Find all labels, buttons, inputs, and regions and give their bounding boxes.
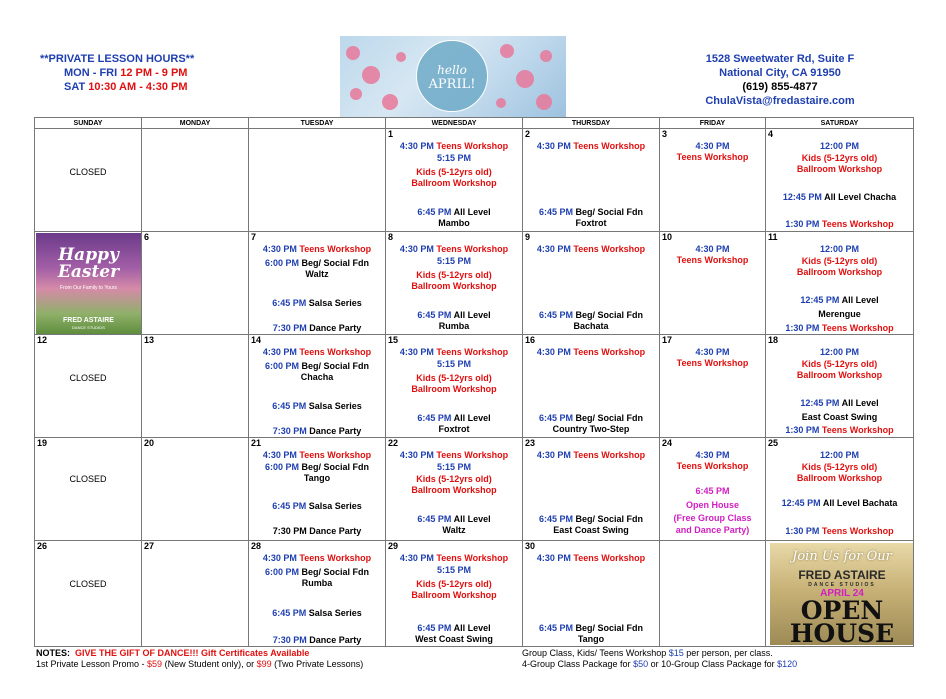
day-cell	[35, 232, 142, 335]
event-teens: 4:30 PM Teens Workshop	[536, 450, 646, 460]
event-teens: 4:30 PM Teens Workshop	[399, 450, 509, 460]
event-teens: 1:30 PM Teens Workshop	[785, 425, 894, 435]
day-number: 13	[144, 335, 155, 345]
event-kids-time: 5:15 PM	[436, 256, 471, 266]
day-number: 11	[768, 232, 778, 242]
event-kids-label: Kids (5-12yrs old)	[416, 270, 492, 280]
happy-easter-card	[36, 233, 141, 334]
event-beg: 6:00 PM Beg/ Social Fdn	[264, 361, 370, 371]
event-dance: Merengue	[818, 309, 861, 319]
day-cell	[523, 438, 660, 541]
closed-label: CLOSED	[69, 579, 107, 589]
day-cell	[386, 335, 523, 438]
day-cell	[142, 232, 249, 335]
day-number: 30	[525, 541, 536, 551]
event-kids-time: 12:00 PM	[819, 244, 860, 254]
day-cell	[766, 129, 914, 232]
event-kids-label2: Ballroom Workshop	[411, 590, 497, 600]
day-cell	[386, 232, 523, 335]
event-beg: 6:45 PM Beg/ Social Fdn	[538, 207, 644, 217]
day-number: 21	[251, 438, 262, 448]
private-lesson-hours	[40, 52, 252, 94]
event-kids-label2: Ballroom Workshop	[796, 370, 883, 380]
event-all-level: 6:45 PM All Level	[417, 623, 491, 633]
event-dance: Waltz	[305, 269, 329, 279]
calendar-grid	[34, 117, 914, 647]
event-dance-party: 7:30 PM Dance Party	[272, 323, 362, 333]
weekday-header: THURSDAY	[523, 118, 660, 129]
event-beg: 6:00 PM Beg/ Social Fdn	[264, 258, 370, 268]
event-teens-time: 4:30 PM	[695, 141, 730, 151]
day-cell	[386, 129, 523, 232]
day-cell	[386, 438, 523, 541]
event-teens: 4:30 PM Teens Workshop	[262, 450, 372, 460]
day-number: 8	[388, 232, 394, 242]
day-number: 22	[388, 438, 399, 448]
event-teens: 4:30 PM Teens Workshop	[399, 141, 509, 151]
easter-title: Happy Easter	[57, 245, 120, 282]
event-teens-label: Teens Workshop	[676, 255, 749, 265]
weekday-header-row	[35, 118, 914, 129]
event-teens: 4:30 PM Teens Workshop	[399, 553, 509, 563]
event-beg: 6:00 PM Beg/ Social Fdn	[264, 462, 370, 472]
event-dance: Chacha	[300, 372, 334, 382]
event-dance: Rumba	[438, 321, 470, 331]
open-house-title2: HOUSE	[789, 619, 895, 647]
event-kids-time: 5:15 PM	[436, 153, 471, 163]
week-row	[35, 232, 914, 335]
notes-left	[36, 648, 516, 670]
closed-label: CLOSED	[69, 373, 107, 383]
event-dance-party: 7:30 PM Dance Party	[272, 526, 362, 536]
day-cell	[35, 335, 142, 438]
day-number: 7	[251, 232, 257, 242]
weekday-header: WEDNESDAY	[386, 118, 523, 129]
event-open-house-time: 6:45 PM	[695, 486, 730, 496]
day-cell	[660, 129, 766, 232]
address-phone: (619) 855-4877	[742, 81, 818, 93]
hours-title: **PRIVATE LESSON HOURS**	[40, 53, 195, 65]
event-teens: 4:30 PM Teens Workshop	[536, 347, 646, 357]
event-dance: Mambo	[438, 218, 470, 228]
day-cell	[523, 335, 660, 438]
banner-line2: APRIL!	[428, 77, 476, 92]
day-cell	[142, 129, 249, 232]
day-cell	[249, 541, 386, 647]
notes-right	[522, 648, 922, 670]
weekday-header: MONDAY	[142, 118, 249, 129]
open-house-join: Join Us for Our	[792, 549, 892, 564]
event-open-house-sub1: (Free Group Class	[673, 513, 752, 523]
event-kids-label: Kids (5-12yrs old)	[801, 256, 878, 266]
day-number: 24	[662, 438, 673, 448]
event-open-house-label: Open House	[685, 500, 739, 510]
event-kids-time: 12:00 PM	[819, 141, 860, 151]
day-cell	[766, 541, 914, 647]
day-number: 2	[525, 129, 531, 139]
closed-label: CLOSED	[69, 167, 107, 177]
open-house-card	[770, 543, 914, 645]
event-all-level: 6:45 PM All Level	[417, 207, 491, 217]
event-dance: Foxtrot	[575, 218, 607, 228]
day-cell	[660, 232, 766, 335]
hello-april-banner	[340, 36, 566, 118]
event-kids-label2: Ballroom Workshop	[411, 281, 497, 291]
event-all-level: 6:45 PM All Level	[417, 514, 491, 524]
event-kids-time: 12:00 PM	[819, 450, 860, 460]
hours-weekday	[40, 66, 252, 80]
notes-gift	[36, 648, 516, 659]
event-dance: Bachata	[573, 321, 609, 331]
day-cell	[142, 438, 249, 541]
banner-line1: hello	[437, 63, 467, 77]
day-number: 29	[388, 541, 399, 551]
hours-weekday-days: MON - FRI	[64, 67, 118, 79]
event-teens-label: Teens Workshop	[676, 358, 749, 368]
event-teens-label: Teens Workshop	[676, 152, 749, 162]
event-kids-label2: Ballroom Workshop	[411, 384, 497, 394]
day-cell	[766, 335, 914, 438]
event-teens: 4:30 PM Teens Workshop	[262, 347, 372, 357]
week-row	[35, 541, 914, 647]
event-kids-label: Kids (5-12yrs old)	[416, 373, 492, 383]
event-dance: Rumba	[301, 578, 333, 588]
easter-brand: FRED ASTAIRE	[63, 317, 114, 324]
event-teens-time: 4:30 PM	[695, 244, 730, 254]
day-number: 14	[251, 335, 262, 345]
day-cell	[660, 541, 766, 647]
event-kids-label: Kids (5-12yrs old)	[801, 462, 878, 472]
address-street: 1528 Sweetwater Rd, Suite F	[705, 53, 855, 65]
day-number: 10	[662, 232, 673, 242]
day-cell	[660, 335, 766, 438]
day-cell	[249, 232, 386, 335]
day-cell	[35, 541, 142, 647]
event-beg: 6:00 PM Beg/ Social Fdn	[264, 567, 370, 577]
event-teens: 4:30 PM Teens Workshop	[399, 347, 509, 357]
open-house-brand-sub: DANCE STUDIOS	[808, 582, 876, 588]
day-number: 12	[37, 335, 48, 345]
event-teens: 1:30 PM Teens Workshop	[785, 323, 894, 333]
event-kids-label: Kids (5-12yrs old)	[416, 474, 492, 484]
event-dance: East Coast Swing	[801, 412, 878, 422]
event-teens: 4:30 PM Teens Workshop	[399, 244, 509, 254]
day-cell	[249, 335, 386, 438]
event-salsa: 6:45 PM Salsa Series	[272, 501, 362, 511]
event-teens-time: 4:30 PM	[695, 450, 730, 460]
event-dance: East Coast Swing	[553, 525, 629, 535]
event-kids-time: 5:15 PM	[436, 565, 471, 575]
event-dance: Foxtrot	[438, 424, 470, 434]
event-kids-label2: Ballroom Workshop	[411, 178, 497, 188]
event-beg: 6:45 PM Beg/ Social Fdn	[538, 310, 644, 320]
day-cell	[766, 232, 914, 335]
week-row	[35, 335, 914, 438]
event-teens: 1:30 PM Teens Workshop	[785, 219, 894, 229]
closed-label: CLOSED	[69, 474, 107, 484]
event-kids-label2: Ballroom Workshop	[411, 485, 497, 495]
event-salsa: 6:45 PM Salsa Series	[272, 608, 362, 618]
notes-label: NOTES:	[36, 648, 71, 658]
day-cell	[249, 129, 386, 232]
weekday-header: SUNDAY	[35, 118, 142, 129]
weekday-header: FRIDAY	[660, 118, 766, 129]
easter-brand-sub: DANCE STUDIOS	[72, 325, 105, 330]
day-number: 27	[144, 541, 155, 551]
weekday-header: SATURDAY	[766, 118, 914, 129]
day-number: 1	[388, 129, 394, 139]
easter-subtitle: From Our Family to Yours	[60, 285, 117, 291]
day-cell	[766, 438, 914, 541]
event-kids-label2: Ballroom Workshop	[796, 267, 883, 277]
day-number: 15	[388, 335, 399, 345]
day-number: 6	[144, 232, 150, 242]
event-teens: 4:30 PM Teens Workshop	[262, 244, 372, 254]
week-row	[35, 438, 914, 541]
event-kids-time: 12:00 PM	[819, 347, 860, 357]
event-teens-label: Teens Workshop	[676, 461, 749, 471]
day-cell	[523, 232, 660, 335]
day-number: 3	[662, 129, 668, 139]
studio-address	[660, 52, 900, 108]
day-number: 19	[37, 438, 48, 448]
week-row	[35, 129, 914, 232]
day-cell	[35, 129, 142, 232]
day-number: 9	[525, 232, 531, 242]
event-kids-time: 5:15 PM	[436, 462, 471, 472]
hours-sat-day: SAT	[64, 81, 86, 93]
open-house-title1: OPEN	[800, 596, 884, 625]
event-all-level: 12:45 PM All Level	[800, 398, 879, 408]
day-cell	[660, 438, 766, 541]
notes-promo: 1st Private Lesson Promo - $59 (New Student only), or $99 (Two Private Lessons)	[36, 659, 364, 669]
event-all-level: 6:45 PM All Level	[417, 413, 491, 423]
event-teens: 1:30 PM Teens Workshop	[785, 526, 894, 536]
event-all-level: 12:45 PM All Level Chacha	[782, 192, 897, 202]
day-number: 28	[251, 541, 262, 551]
hours-saturday	[40, 80, 252, 94]
event-teens: 4:30 PM Teens Workshop	[536, 553, 646, 563]
day-cell	[142, 541, 249, 647]
event-beg: 6:45 PM Beg/ Social Fdn	[538, 623, 644, 633]
day-number: 26	[37, 541, 48, 551]
event-dance: Tango	[303, 473, 331, 483]
event-teens: 4:30 PM Teens Workshop	[262, 553, 372, 563]
notes-group: Group Class, Kids/ Teens Workshop $15 per person, per class.	[522, 648, 773, 658]
day-cell	[523, 541, 660, 647]
hours-sat-time: 10:30 AM - 4:30 PM	[88, 81, 188, 93]
day-cell	[249, 438, 386, 541]
address-city: National City, CA 91950	[719, 67, 841, 79]
notes-gift-text: GIVE THE GIFT OF DANCE!!! Gift Certificates Available	[75, 648, 310, 658]
day-number: 16	[525, 335, 536, 345]
event-all-level: 12:45 PM All Level Bachata	[781, 498, 898, 508]
day-cell	[523, 129, 660, 232]
event-all-level: 12:45 PM All Level	[800, 295, 879, 305]
open-house-date: APRIL 24	[820, 588, 864, 599]
day-number: 17	[662, 335, 673, 345]
open-house-brand: FRED ASTAIRE	[798, 568, 886, 582]
event-dance: Tango	[577, 634, 605, 644]
event-all-level: 6:45 PM All Level	[417, 310, 491, 320]
address-email[interactable]: ChulaVista@fredastaire.com	[705, 95, 855, 107]
banner-badge	[416, 40, 488, 112]
event-dance: West Coast Swing	[415, 634, 493, 644]
event-dance-party: 7:30 PM Dance Party	[272, 635, 362, 645]
event-kids-label2: Ballroom Workshop	[796, 473, 883, 483]
event-kids-label: Kids (5-12yrs old)	[416, 579, 492, 589]
event-dance: Country Two-Step	[552, 424, 630, 434]
day-number: 4	[768, 129, 774, 139]
event-open-house-sub2: and Dance Party)	[675, 525, 750, 535]
event-teens: 4:30 PM Teens Workshop	[536, 244, 646, 254]
event-dance-party: 7:30 PM Dance Party	[272, 426, 362, 436]
event-kids-label: Kids (5-12yrs old)	[416, 167, 492, 177]
event-salsa: 6:45 PM Salsa Series	[272, 298, 362, 308]
event-salsa: 6:45 PM Salsa Series	[272, 401, 362, 411]
event-dance: Waltz	[442, 525, 466, 535]
day-number: 20	[144, 438, 155, 448]
weekday-header: TUESDAY	[249, 118, 386, 129]
day-number: 23	[525, 438, 536, 448]
event-kids-label2: Ballroom Workshop	[796, 164, 883, 174]
day-cell	[142, 335, 249, 438]
day-number: 25	[768, 438, 779, 448]
day-cell	[386, 541, 523, 647]
event-kids-label: Kids (5-12yrs old)	[801, 359, 878, 369]
event-beg: 6:45 PM Beg/ Social Fdn	[538, 514, 644, 524]
event-teens: 4:30 PM Teens Workshop	[536, 141, 646, 151]
day-cell	[35, 438, 142, 541]
notes-package: 4-Group Class Package for $50 or 10-Group Class Package for $120	[522, 659, 798, 669]
event-teens-time: 4:30 PM	[695, 347, 730, 357]
day-number: 18	[768, 335, 779, 345]
hours-weekday-time: 12 PM - 9 PM	[120, 67, 188, 79]
event-kids-label: Kids (5-12yrs old)	[801, 153, 878, 163]
event-beg: 6:45 PM Beg/ Social Fdn	[538, 413, 644, 423]
event-kids-time: 5:15 PM	[436, 359, 471, 369]
